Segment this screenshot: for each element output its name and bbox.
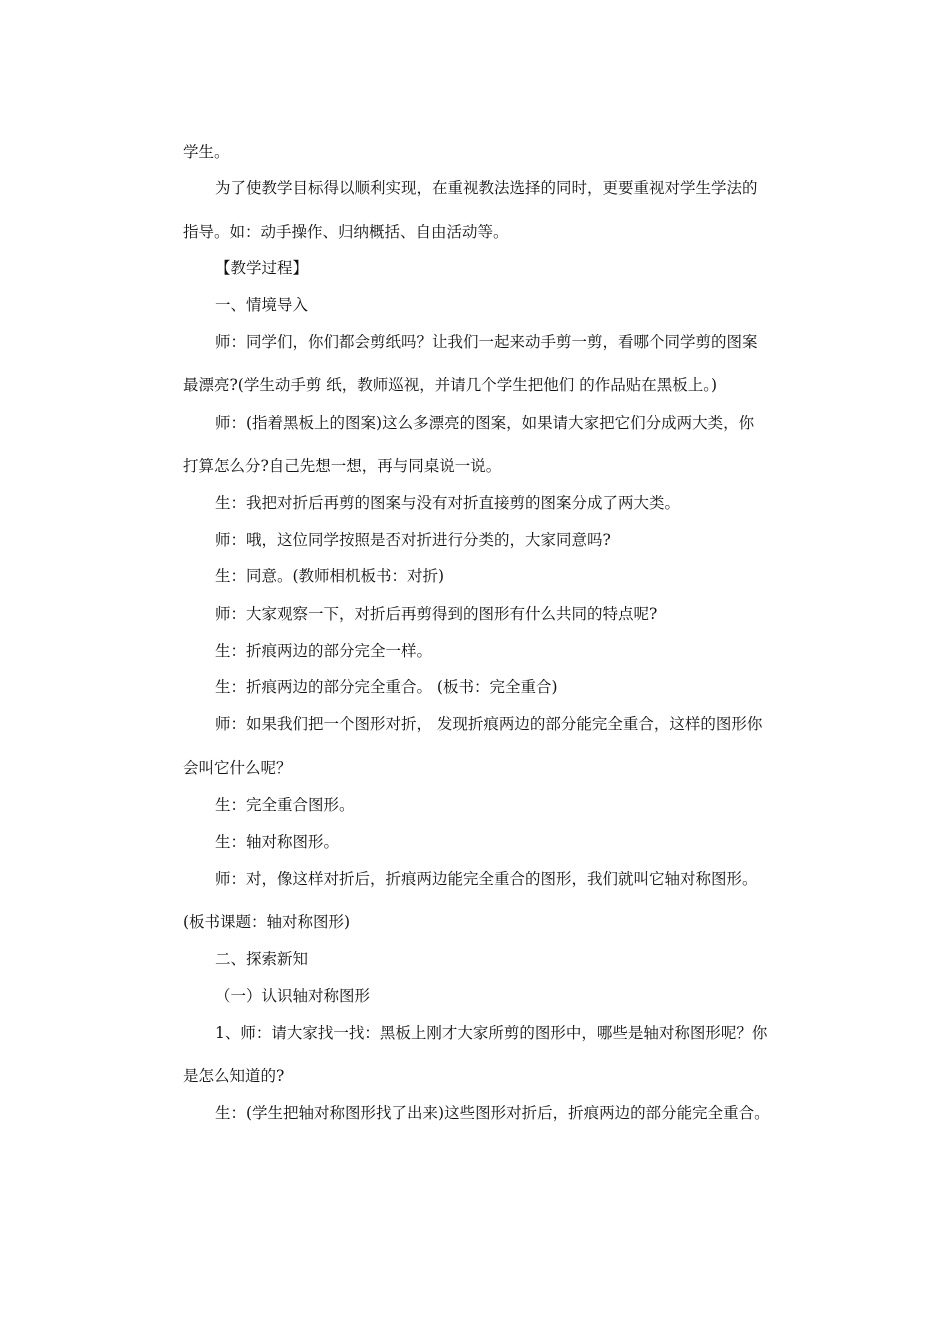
text-line-12: 生：同意。(教师相机板书：对折) (215, 567, 445, 585)
text-line-17: 会叫它什么呢？ (183, 759, 292, 777)
text-line-25: 是怎么知道的? (183, 1067, 285, 1085)
text-line-21: (板书课题：轴对称图形) (183, 913, 351, 931)
text-line-13: 师：大家观察一下，对折后再剪得到的图形有什么共同的特点呢? (215, 605, 658, 623)
text-line-6: 师：同学们，你们都会剪纸吗？让我们一起来动手剪一剪，看哪个同学剪的图案 (215, 333, 758, 351)
subheading-explore-new-knowledge: 二、探索新知 (215, 950, 309, 968)
subheading-situation-intro: 一、情境导入 (215, 296, 309, 314)
text-line-18: 生：完全重合图形。 (215, 796, 355, 814)
text-line-15: 生：折痕两边的部分完全重合。 (板书：完全重合) (215, 678, 558, 696)
text-line-3: 指导。如：动手操作、归纳概括、自由活动等。 (183, 223, 509, 241)
text-line-20: 师：对，像这样对折后，折痕两边能完全重合的图形，我们就叫它轴对称图形。 (215, 870, 758, 888)
text-line-14: 生：折痕两边的部分完全一样。 (215, 642, 433, 660)
text-line-24: 1、师：请大家找一找：黑板上刚才大家所剪的图形中，哪些是轴对称图形呢？你 (215, 1024, 768, 1042)
section-heading-teaching-process: 【教学过程】 (215, 259, 309, 277)
text-line-16: 师：如果我们把一个图形对折， 发现折痕两边的部分能完全重合，这样的图形你 (215, 715, 763, 733)
text-line-10: 生：我把对折后再剪的图案与没有对折直接剪的图案分成了两大类。 (215, 494, 681, 512)
subheading-recognize-axis-symmetry: （一）认识轴对称图形 (215, 987, 371, 1005)
text-line-19: 生：轴对称图形。 (215, 833, 340, 851)
text-line-7: 最漂亮?(学生动手剪 纸，教师巡视，并请几个学生把他们 的作品贴在黑板上。) (183, 376, 718, 394)
text-line-2: 为了使教学目标得以顺利实现，在重视教法选择的同时，更要重视对学生学法的 (215, 179, 758, 197)
text-line-8: 师：(指着黑板上的图案)这么多漂亮的图案，如果请大家把它们分成两大类，你 (215, 414, 755, 432)
text-line-9: 打算怎么分?自己先想一想，再与同桌说一说。 (183, 457, 502, 475)
text-line-26: 生：(学生把轴对称图形找了出来)这些图形对折后，折痕两边的部分能完全重合。 (215, 1104, 770, 1122)
text-line-11: 师：哦，这位同学按照是否对折进行分类的，大家同意吗? (215, 531, 611, 549)
text-line-1: 学生。 (183, 143, 230, 161)
